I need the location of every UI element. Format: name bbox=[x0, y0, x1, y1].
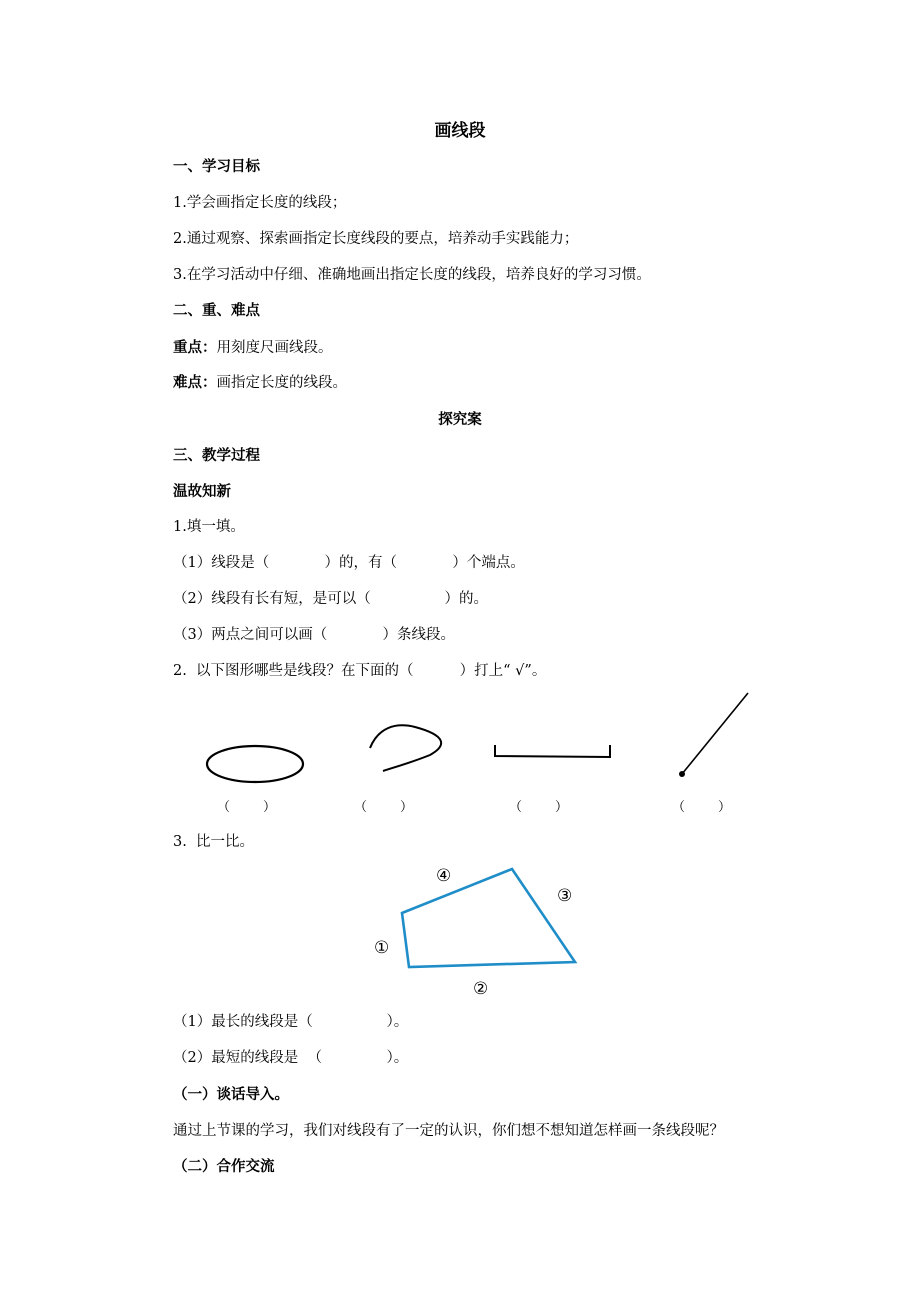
choice-blank-4: （ ） bbox=[672, 800, 732, 815]
quadrilateral-shape bbox=[402, 869, 575, 967]
key-point-text: 用刻度尺画线段。 bbox=[216, 340, 333, 356]
segment-label-3: ③ bbox=[557, 886, 573, 906]
segment-label-2: ② bbox=[473, 979, 489, 999]
part2-heading: （二）合作交流 bbox=[173, 1159, 275, 1175]
section3-heading: 三、教学过程 bbox=[173, 448, 260, 464]
inquiry-title: 探究案 bbox=[438, 412, 482, 428]
goal-item-1: 1.学会画指定长度的线段； bbox=[173, 195, 347, 211]
segment-label-1: ① bbox=[374, 938, 390, 958]
goal-item-2: 2.通过观察、探索画指定长度线段的要点，培养动手实践能力； bbox=[173, 231, 579, 247]
q1-item-2: （2）线段有长有短，是可以（ ）的。 bbox=[173, 591, 488, 607]
review-heading: 温故知新 bbox=[173, 484, 231, 500]
q3-item-2: （2）最短的线段是 （ ）。 bbox=[173, 1050, 409, 1066]
q2-prompt: 2. 以下图形哪些是线段？在下面的（ ）打上“ √”。 bbox=[173, 663, 547, 679]
section1-heading: 一、学习目标 bbox=[173, 159, 260, 175]
part1-heading: （一）谈话导入。 bbox=[173, 1087, 289, 1103]
difficult-point-label: 难点： bbox=[173, 375, 217, 391]
section2-heading: 二、重、难点 bbox=[173, 303, 260, 319]
segment-label-4: ④ bbox=[436, 866, 452, 886]
goal-item-3: 3.在学习活动中仔细、准确地画出指定长度的线段，培养良好的学习习惯。 bbox=[173, 267, 651, 283]
choice-blank-1: （ ） bbox=[217, 800, 277, 815]
ray-endpoint bbox=[679, 771, 685, 777]
curve-shape bbox=[370, 725, 441, 771]
ellipse-shape bbox=[207, 746, 303, 782]
q3-item-1: （1）最长的线段是（ ）。 bbox=[173, 1014, 409, 1030]
bracket-segment-shape bbox=[495, 745, 610, 757]
q1-item-1: （1）线段是（ ）的，有（ ）个端点。 bbox=[173, 555, 525, 571]
q1-prompt: 1.填一填。 bbox=[173, 519, 245, 535]
key-point-label: 重点： bbox=[173, 340, 217, 356]
page-title: 画线段 bbox=[434, 121, 486, 141]
choice-blank-2: （ ） bbox=[354, 800, 414, 815]
part1-text: 通过上节课的学习，我们对线段有了一定的认识，你们想不想知道怎样画一条线段呢？ bbox=[173, 1123, 724, 1139]
ray-shape bbox=[682, 693, 748, 774]
q3-prompt: 3. 比一比。 bbox=[173, 834, 255, 850]
difficult-point-text: 画指定长度的线段。 bbox=[216, 375, 347, 391]
q1-item-3: （3）两点之间可以画（ ）条线段。 bbox=[173, 627, 456, 643]
choice-blank-3: （ ） bbox=[509, 800, 569, 815]
